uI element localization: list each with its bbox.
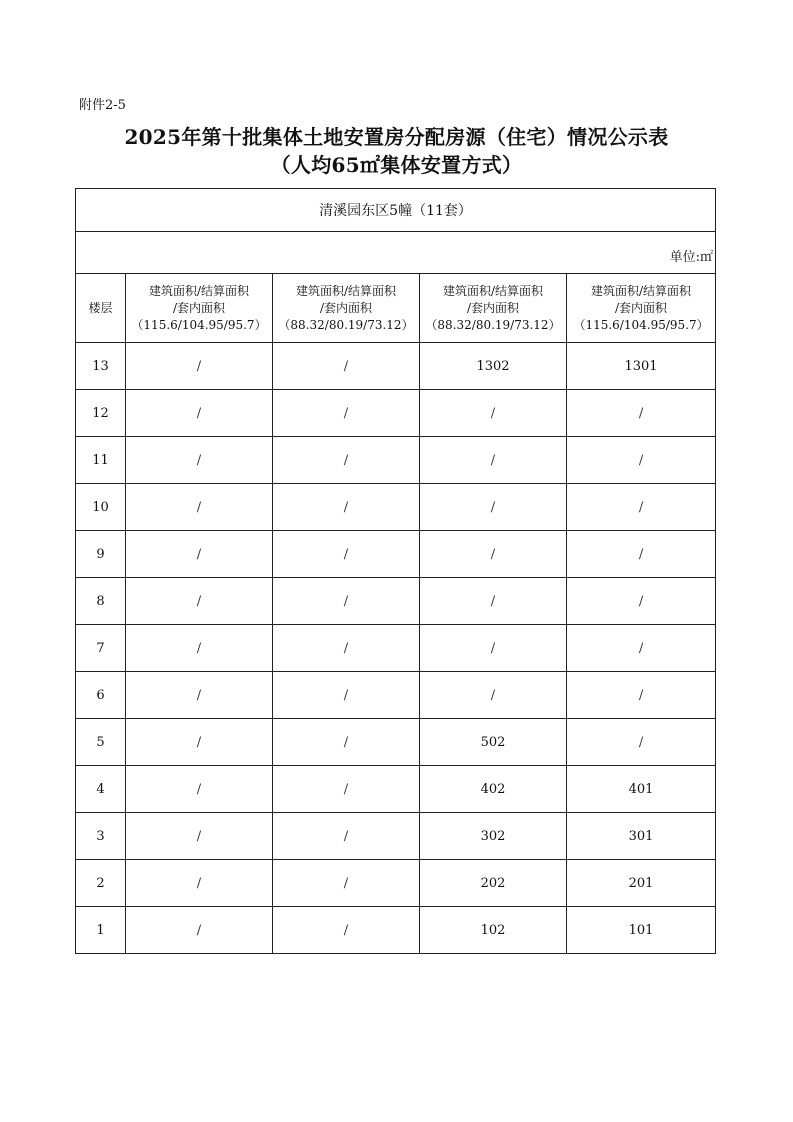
floor-cell: 7 [76,625,126,672]
table-row [76,813,716,860]
allocation-table [75,188,716,954]
floor-cell: 13 [76,343,126,390]
building-name: 清溪园东区5幢（11套） [76,189,716,232]
room-cell: / [273,578,420,625]
room-cell: / [420,390,567,437]
room-cell: / [567,625,716,672]
floor-cell: 8 [76,578,126,625]
floor-cell: 9 [76,531,126,578]
room-cell: / [126,672,273,719]
room-cell: / [420,578,567,625]
unit-row [76,232,716,274]
room-cell: / [567,531,716,578]
room-cell: / [420,531,567,578]
column-header-3-line2: /套内面积 [466,300,520,315]
column-header-2-line3: （88.32/80.19/73.12） [278,317,414,332]
floor-cell: 6 [76,672,126,719]
room-cell: / [126,860,273,907]
floor-cell: 12 [76,390,126,437]
room-cell: / [567,672,716,719]
floor-cell: 3 [76,813,126,860]
room-cell: / [126,531,273,578]
column-header-1-line2: /套内面积 [172,300,226,315]
room-cell: / [273,390,420,437]
room-cell: / [567,390,716,437]
table-row [76,484,716,531]
room-cell: / [126,578,273,625]
floor-header: 楼层 [76,274,126,343]
floor-cell: 11 [76,437,126,484]
room-cell: / [420,625,567,672]
room-cell: 301 [567,813,716,860]
room-cell: / [420,484,567,531]
room-cell: / [126,719,273,766]
column-header-1-line3: （115.6/104.95/95.7） [131,317,267,332]
room-cell: 201 [567,860,716,907]
column-header-4-line1: 建筑面积/结算面积 [591,283,692,298]
room-cell: 302 [420,813,567,860]
room-cell: / [567,719,716,766]
column-header-1-line1: 建筑面积/结算面积 [148,283,250,298]
column-header-2-line1: 建筑面积/结算面积 [295,283,397,298]
room-cell: / [273,860,420,907]
room-cell: / [273,437,420,484]
column-header-3 [420,274,567,343]
room-cell: 101 [567,907,716,954]
room-cell: / [273,813,420,860]
column-header-4 [567,274,716,343]
floor-cell: 5 [76,719,126,766]
column-header-1 [126,274,273,343]
table-row [76,766,716,813]
column-header-3-line3: （88.32/80.19/73.12） [425,317,561,332]
room-cell: / [126,907,273,954]
room-cell: / [273,484,420,531]
column-header-3-line1: 建筑面积/结算面积 [442,283,544,298]
table-row [76,531,716,578]
floor-cell: 10 [76,484,126,531]
room-cell: / [273,343,420,390]
table-row [76,907,716,954]
column-header-2-line2: /套内面积 [319,300,373,315]
floor-cell: 1 [76,907,126,954]
room-cell: / [126,437,273,484]
page-title: 2025年第十批集体土地安置房分配房源（住宅）情况公示表 [124,125,669,149]
room-cell: / [126,766,273,813]
column-header-2 [273,274,420,343]
room-cell: 202 [420,860,567,907]
header-row [76,274,716,343]
room-cell: / [273,766,420,813]
room-cell: / [420,672,567,719]
room-cell: 402 [420,766,567,813]
table-row [76,672,716,719]
table-row [76,578,716,625]
room-cell: / [567,578,716,625]
table-row [76,719,716,766]
room-cell: / [273,625,420,672]
room-cell: / [273,672,420,719]
room-cell: 1302 [420,343,567,390]
column-header-4-line3: （115.6/104.95/95.7） [573,317,709,332]
room-cell: 1301 [567,343,716,390]
table-row [76,437,716,484]
floor-cell: 4 [76,766,126,813]
room-cell: 502 [420,719,567,766]
room-cell: 102 [420,907,567,954]
building-row [76,189,716,232]
table-row [76,860,716,907]
column-header-4-line2: /套内面积 [615,300,668,315]
table-row [76,625,716,672]
room-cell: / [126,390,273,437]
room-cell: / [420,437,567,484]
room-cell: / [567,437,716,484]
room-cell: 401 [567,766,716,813]
floor-cell: 2 [76,860,126,907]
room-cell: / [126,625,273,672]
room-cell: / [273,907,420,954]
room-cell: / [567,484,716,531]
unit-label: 单位:㎡ [76,232,716,274]
room-cell: / [126,484,273,531]
page-subtitle: （人均65㎡集体安置方式） [270,153,523,177]
room-cell: / [126,343,273,390]
room-cell: / [273,719,420,766]
table-row [76,343,716,390]
room-cell: / [273,531,420,578]
table-row [76,390,716,437]
attachment-label: 附件2-5 [79,98,126,113]
room-cell: / [126,813,273,860]
